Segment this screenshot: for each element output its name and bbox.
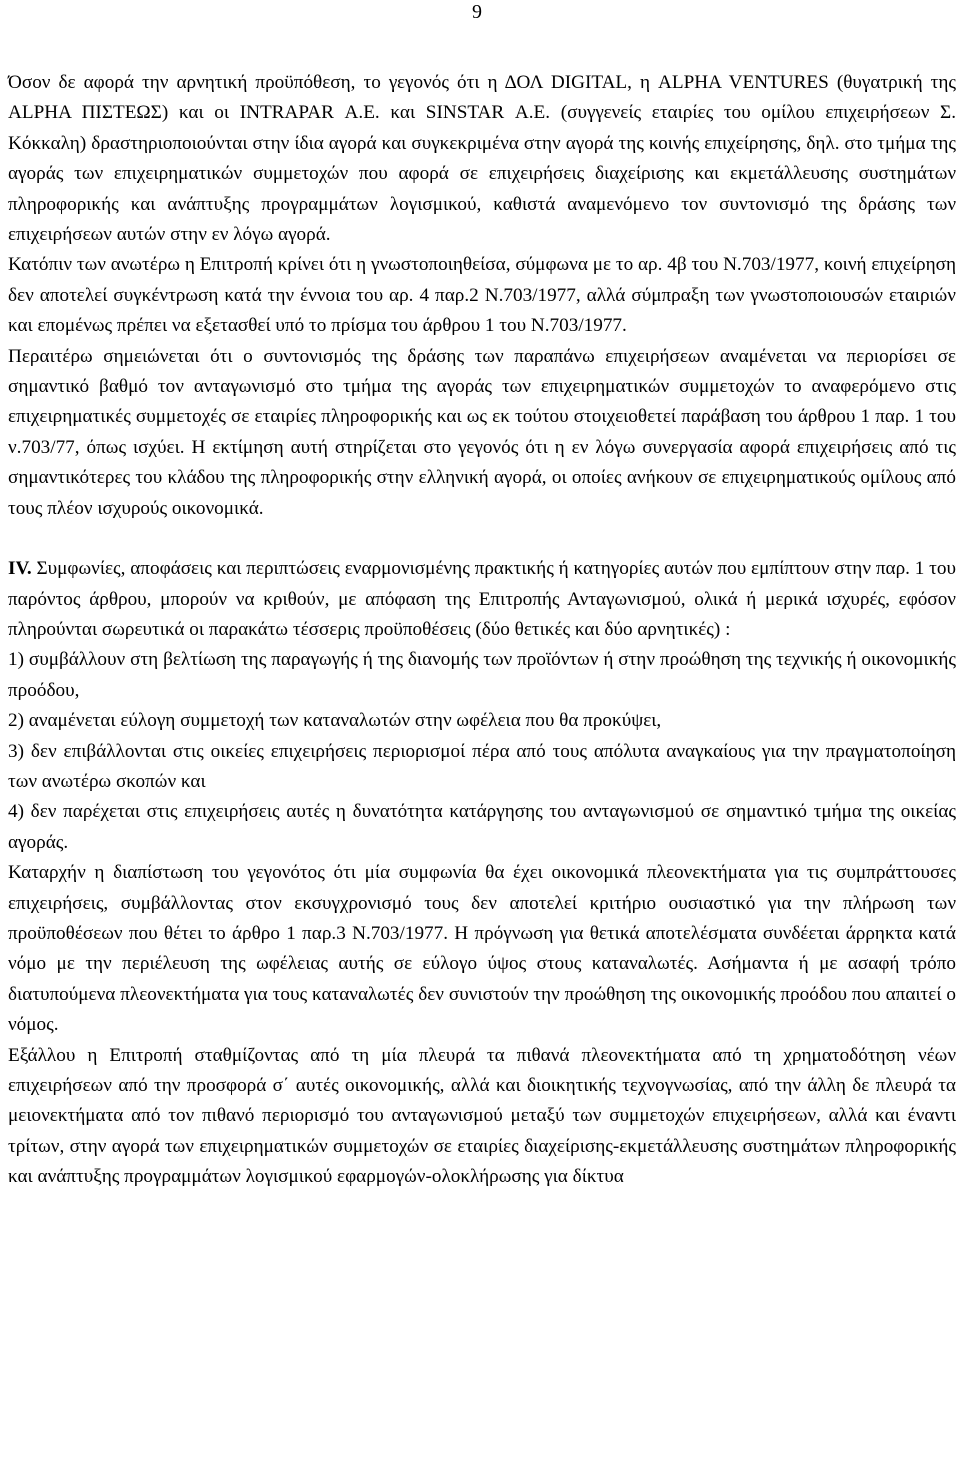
paragraph-committee-ruling: Κατόπιν των ανωτέρω η Επιτροπή κρίνει ότι η γνωστοποιηθείσα, σύμφωνα με το αρ. 4β του Ν.703/1977, κοινή επιχείρηση δεν αποτελεί συγκέντρωση κατά την έννοια του αρ. 4 παρ.2 Ν.703/1977, αλλά σύμπραξη των γνωστοποιουσών εταιριών και επομένως πρέπει να εξετασθεί υπό το πρίσμα του άρθρου 1 του Ν.703/1977. xyxy=(8,254,956,337)
condition-1: 1) συμβάλλουν στη βελτίωση της παραγωγής ή της διανομής των προϊόντων ή στην προώθηση της τεχνικής ή οικονομικής προόδου, xyxy=(8,649,956,701)
paragraph-section-iv xyxy=(8,554,956,645)
paragraph-competition-restriction: Περαιτέρω σημειώνεται ότι ο συντονισμός της δράσης των παραπάνω επιχειρήσεων αναμένεται να περιορίσει σε σημαντικό βαθμό τον ανταγωνισμό στο τμήμα της αγοράς των επιχειρηματικών συμμετοχών το αναφερόμενο στις επιχειρηματικές συμμετοχές σε εταιρίες πληροφορικής και ως εκ τούτου στοιχειοθετεί παράβαση του άρθρου 1 παρ. 1 του ν.703/77, όπως ισχύει. Η εκτίμηση αυτή στηρίζεται στο γεγονός ότι η εν λόγω συνεργασία αφορά επιχειρήσεις από τις σημαντικότερες του κλάδου της πληροφορικής στην ελληνική αγορά, οι οποίες ανήκουν σε επιχειρηματικούς ομίλους από τους πλέον ισχυρούς οικονομικά. xyxy=(8,345,956,519)
section-iv-text: Συμφωνίες, αποφάσεις και περιπτώσεις εναρμονισμένης πρακτικής ή κατηγορίες αυτών που εμπίπτουν στην παρ. 1 του παρόντος άρθρου, μπορούν να κριθούν, με απόφαση της Επιτροπής Ανταγωνισμού, ολικά ή μερικά ισχυρές, εφόσον πληρούνται σωρευτικά οι παρακάτω τέσσερις προϋποθέσεις (δύο θετικές και δύο αρνητικές) : xyxy=(8,558,956,640)
paragraph-committee-weighing: Εξάλλου η Επιτροπή σταθμίζοντας από τη μία πλευρά τα πιθανά πλεονεκτήματα από τη χρηματοδότηση νέων επιχειρήσεων από την προσφορά σ΄ αυτές οικονομικής, αλλά και διοικητικής τεχνογνωσίας, από την άλλη δε πλευρά τα μειονεκτήματα από τον πιθανό περιορισμό του ανταγωνισμού μεταξύ των συμμετοχών επιχειρήσεων, αλλά και έναντι τρίτων, στην αγορά των επιχειρηματικών συμμετοχών σε εταιρίες διαχείρισης-εκμετάλλευσης συστημάτων πληροφορικής και ανάπτυξης προγραμμάτων λογισμικού εφαρμογών-ολοκλήρωσης για δίκτυα xyxy=(8,1044,956,1188)
document-body xyxy=(8,68,956,1193)
condition-2: 2) αναμένεται εύλογη συμμετοχή των καταναλωτών στην ωφέλεια που θα προκύψει, xyxy=(8,710,662,732)
section-number: IV. xyxy=(8,558,32,580)
condition-4: 4) δεν παρέχεται στις επιχειρήσεις αυτές η δυνατότητα κατάργησης του ανταγωνισμού σε σημαντικό τμήμα της οικείας αγοράς. xyxy=(8,801,956,853)
section-gap xyxy=(8,524,956,554)
page-number: 9 xyxy=(472,1,482,23)
paragraph-economic-advantages: Καταρχήν η διαπίστωση του γεγονότος ότι μία συμφωνία θα έχει οικονομικά πλεονεκτήματα για τις συμπράττουσες επιχειρήσεις, συμβάλλοντας στον εκσυγχρονισμό τους δεν αποτελεί κριτήριο ουσιαστικό για την πλήρωση των προϋποθέσεων που θέτει το άρθρο 1 παρ.3 Ν.703/1977. Η πρόγνωση για θετικά αποτελέσματα συνδέεται άρρηκτα κατά νόμο με την περιέλευση της ωφέλειας αυτής σε εύλογο ύψος στους καταναλωτές. Ασήμαντα ή με ασαφή τρόπο διατυπούμενα πλεονεκτήματα για τους καταναλωτές δεν συνιστούν την προώθηση της οικονομικής προόδου που απαιτεί ο νόμος. xyxy=(8,862,956,1036)
condition-3: 3) δεν επιβάλλονται στις οικείες επιχειρήσεις περιορισμοί πέρα από τους απόλυτα αναγκαίους για την πραγματοποίηση των ανωτέρω σκοπών και xyxy=(8,740,956,792)
paragraph-negative-condition: Όσον δε αφορά την αρνητική προϋπόθεση, το γεγονός ότι η ΔΟΛ DIGITAL, η ALPHA VENTURES (θυγατρική της ALPHA ΠΙΣΤΕΩΣ) και οι INTRAPAR Α.Ε. και SINSTAR Α.Ε. (συγγενείς εταιρίες του ομίλου επιχειρήσεων Σ. Κόκκαλη) δραστηριοποιούνται στην ίδια αγορά και συγκεκριμένα στην αγορά της κοινής επιχείρησης, δηλ. στο τμήμα της αγοράς των επιχειρηματικών συμμετοχών που αφορά σε επιχειρήσεις διαχείρισης και εκμετάλλευσης συστημάτων πληροφορικής και ανάπτυξης προγραμμάτων λογισμικού, καθιστά αναμενόμενο τον συντονισμό της δράσης των επιχειρήσεων αυτών στην εν λόγω αγορά. xyxy=(8,72,956,246)
